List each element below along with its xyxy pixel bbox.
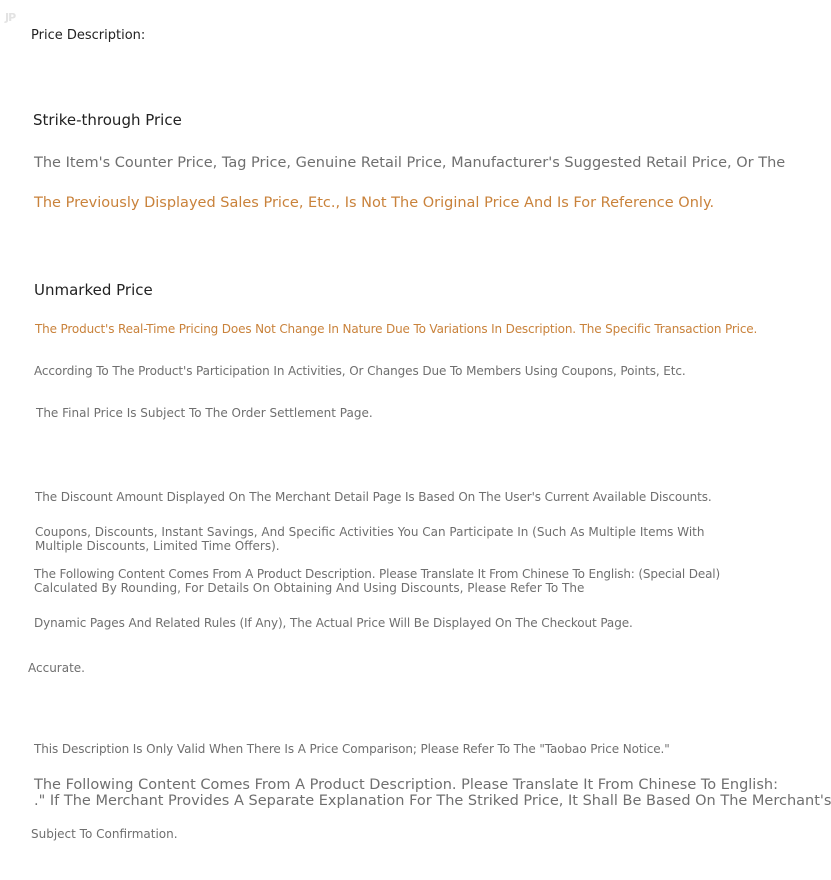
notice-text-3: Subject To Confirmation. (31, 827, 178, 841)
discount-text-5: Accurate. (28, 661, 85, 675)
discount-text-2: Coupons, Discounts, Instant Savings, And Specific Activities You Can Participate In (Such As Multiple Items With Multiple Discounts, Limited Time Offers). (35, 525, 705, 553)
strike-through-title: Strike-through Price (33, 111, 182, 129)
unmarked-text-3: The Final Price Is Subject To The Order Settlement Page. (36, 406, 373, 420)
notice-text-2a: The Following Content Comes From A Product Description. Please Translate It From Chinese To English: (34, 777, 778, 793)
page-title: Price Description: (31, 28, 146, 43)
strike-through-text-2: The Previously Displayed Sales Price, Etc., Is Not The Original Price And Is For Reference Only. (34, 195, 715, 211)
unmarked-text-1: The Product's Real-Time Pricing Does Not Change In Nature Due To Variations In Description. The Specific Transaction Price. (35, 322, 758, 336)
discount-text-3b: Calculated By Rounding, For Details On Obtaining And Using Discounts, Please Refer To The (34, 581, 585, 595)
discount-text-1: The Discount Amount Displayed On The Merchant Detail Page Is Based On The User's Current Available Discounts. (35, 490, 712, 504)
unmarked-text-2: According To The Product's Participation In Activities, Or Changes Due To Members Using Coupons, Points, Etc. (34, 364, 686, 378)
strike-through-text-1: The Item's Counter Price, Tag Price, Genuine Retail Price, Manufacturer's Suggested Retail Price, Or The (34, 155, 786, 171)
discount-text-3a: The Following Content Comes From A Product Description. Please Translate It From Chinese To English: (Special Deal) (34, 567, 720, 581)
logo: JP (5, 11, 16, 24)
notice-text-2b: ." If The Merchant Provides A Separate Explanation For The Striked Price, It Shall Be Based On The Merchant's (34, 793, 831, 809)
discount-text-4: Dynamic Pages And Related Rules (If Any), The Actual Price Will Be Displayed On The Checkout Page. (34, 616, 633, 630)
unmarked-title: Unmarked Price (34, 281, 153, 299)
notice-text-1: This Description Is Only Valid When There Is A Price Comparison; Please Refer To The "Taobao Price Notice." (34, 742, 670, 756)
